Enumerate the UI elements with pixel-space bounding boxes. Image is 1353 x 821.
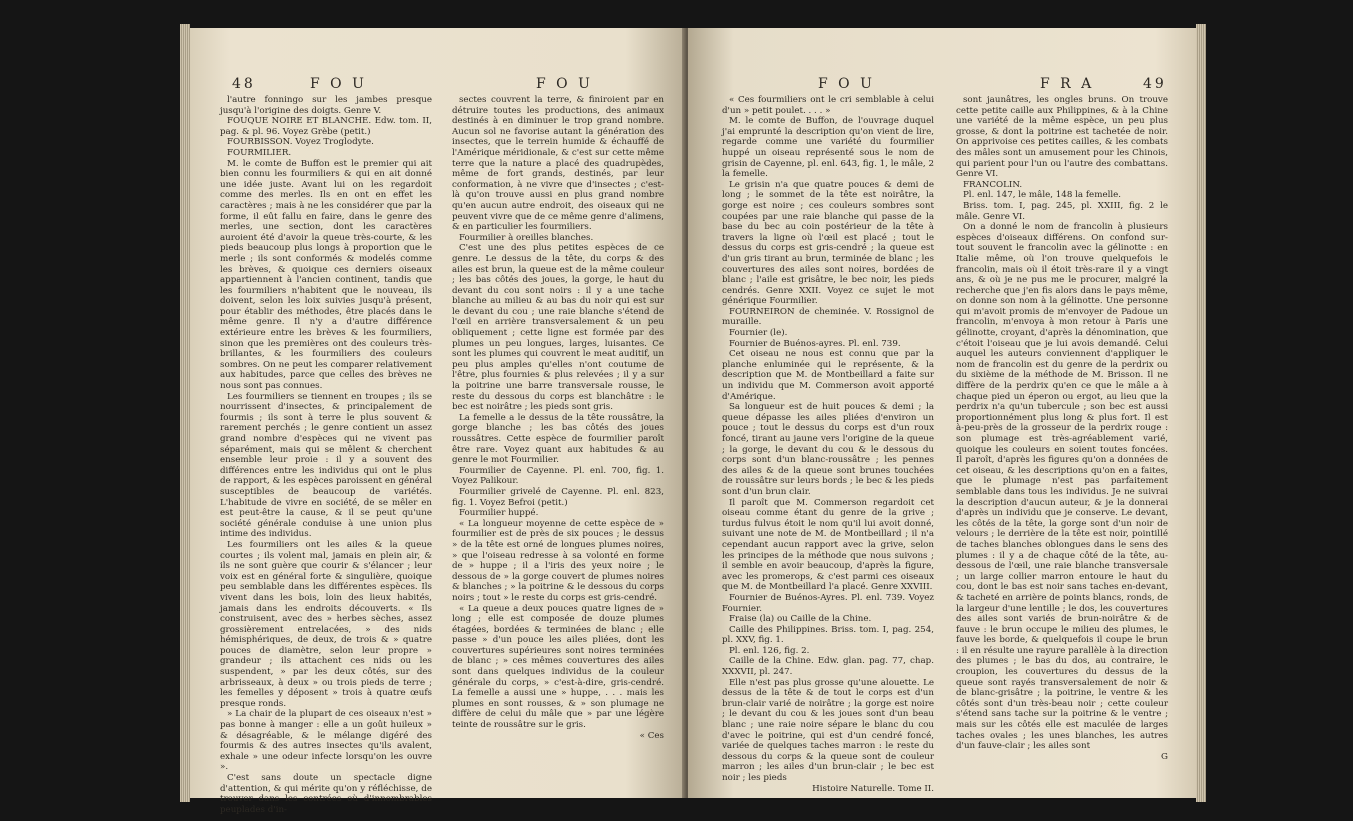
paragraph: Sa longueur est de huit pouces & demi ; la queue dépasse les ailes pliées d'environ un pouce ; tout le dessus du corps est d'un roux foncé, tirant au jaune vers l'origine de la queue ; la gorge, le devant du cou & le dessous du corps sont d'un blanc-roussâtre ; les pennes des ailes & de la queue sont brunes touchées de roussâtre sur leurs bords ; le bec & les pieds sont d'un brun clair.	[722, 402, 934, 497]
page-number: 49	[1143, 76, 1167, 92]
paragraph: FOURBISSON. Voyez Troglodyte.	[226, 137, 374, 148]
paragraph: Briss. tom. I, pag. 245, pl. XXIII, fig. 2 le mâle. Genre VI.	[956, 200, 1168, 222]
paragraph: FOUQUE NOIRE ET BLANCHE. Edw. tom. II, pag. & pl. 96. Voyez Grèbe (petit.)	[220, 116, 432, 137]
catchword: « Ces	[639, 730, 664, 741]
paragraph: Il paroît que M. Commerson regardoit cet oiseau comme étant du genre de la grive ; turdus fulvus étoit le nom qu'il lui avoit donné, suivant une note de M. de Montbeillard ; il n'a cependant aucun rapport avec la grive, selon les principes de la méthode que nous suivons ; il semble en avoir beaucoup, d'après la figure, avec les promerops, & c'est parmi ces oiseaux que M. de Montbeillard l'a placé. Genre XXVIII.	[722, 497, 934, 593]
paragraph: Les fourmiliers ont les ailes & la queue courtes ; ils volent mal, jamais en plein air, & ils ne sont guère que courir & s'élancer ; leur voix est en général forte & singulière, quoique peu semblable dans les différentes espèces. Ils vivent dans les bois, loin des lieux habités, jamais dans les endroits découverts. « Ils construisent, avec des » herbes sèches, assez grossièrement entrelacées, » des nids hémisphériques, de deux, de trois & » quatre pouces de diamètre, selon leur propre » grandeur ; ils attachent ces nids ou les suspendent, » par les deux côtés, sur des arbrisseaux, à deux » ou trois pieds de terre ; les femelles y déposent » trois à quatre œufs presque ronds.	[220, 539, 432, 709]
text-column-left	[722, 95, 934, 794]
paragraph: « La longueur moyenne de cette espèce de » fourmilier est de près de six pouces ; le dessus » de la tête est orné de longues plumes noires, » que l'oiseau redresse à sa volonté en forme de » huppe ; il a l'iris des yeux noire ; le dessous de » la gorge couvert de plumes noires & blanches ; » la poitrine & le dessous du corps noirs ; tout » le reste du corps est gris-cendré.	[452, 518, 664, 603]
text-column-left	[220, 95, 432, 815]
running-head: F O U	[536, 76, 593, 92]
paragraph: « Ces fourmiliers ont le cri semblable à celui d'un » petit poulet. . . . »	[722, 95, 934, 116]
paragraph: C'est une des plus petites espèces de ce genre. Le dessus de la tête, du corps & des ailes est brun, la queue est de la même couleur ; les bas côtés des joues, la gorge, le haut du devant du cou sont noirs : il y a une tache blanche au milieu & au bas du noir qui est sur le devant du cou ; une raie blanche s'étend de l'œil en arrière transversalement & un peu obliquement ; cette ligne est formée par des plumes un peu longues, larges, luisantes. Ce sont les plumes qui couvrent le meat auditif, un peu plus amples qu'elles n'ont coutume de l'être, plus fournies & plus relevées ; il y a sur la poitrine une barre transversale rousse, le reste du dessous du corps est blanchâtre : le bec est noirâtre ; les pieds sont gris.	[452, 243, 664, 413]
running-head: F O U	[310, 76, 367, 92]
running-head: F O U	[818, 76, 875, 92]
paragraph: « La queue a deux pouces quatre lignes de » long ; elle est composée de douze plumes étagées, bordées & terminées de blanc ; elle passe » d'un pouce les ailes pliées, dont les couvertures supérieures sont noires terminées de blanc ; » ces mêmes couvertures des ailes sont dans quelques individus de la couleur générale du corps, » c'est-à-dire, gris-cendré. La femelle a aussi une » huppe, . . . mais les plumes en sont rousses, & » son plumage ne diffère de celui du mâle que » par une légère teinte de roussâtre sur le gris.	[452, 603, 664, 731]
paragraph: l'autre fonningo sur les jambes presque jusqu'à l'origine des doigts. Genre V.	[220, 95, 432, 116]
page-number: 48	[232, 76, 256, 92]
running-head: F R A	[1040, 76, 1095, 92]
paragraph: C'est sans doute un spectacle digne d'attention, & qui mérite qu'on y réfléchisse, de trouver dans les contrées où d'innombrables peuplades d'in-	[220, 773, 432, 815]
page-edges-left	[180, 24, 190, 802]
paragraph: sectes couvrent la terre, & finiroient par en détruire toutes les productions, des animaux destinés à en diminuer le trop grand nombre. Aucun sol ne favorise autant la génération des insectes, que le terrein humide & échauffé de l'Amérique méridionale, & c'est sur cette même terre que la nature a placé des quadrupèdes, même de fort grands, destinés, par leur conformation, à ne vivre que d'insectes ; c'est-là qu'on trouve aussi en plus grand nombre qu'en aucun autre endroit, des oiseaux qui ne peuvent vivre que de ce même genre d'alimens, & en particulier les fourmiliers.	[452, 95, 664, 233]
text-column-right	[452, 95, 664, 741]
paragraph: Fourmilier à oreilles blanches.	[458, 232, 594, 243]
paragraph: Caille des Philippines. Briss. tom. I, pag. 254, pl. XXV, fig. 1.	[722, 624, 934, 646]
page-edges-right	[1196, 24, 1206, 802]
paragraph: Fourmilier grivelé de Cayenne. Pl. enl. 823, fig. 1. Voyez Befroi (petit.)	[452, 486, 664, 508]
paragraph: Caille de la Chine. Edw. glan. pag. 77, chap. XXXVII, pl. 247.	[722, 656, 934, 678]
paragraph: Fraise (la) ou Caille de la Chine.	[728, 614, 872, 625]
text-column-right	[956, 95, 1168, 762]
paragraph: On a donné le nom de francolin à plusieurs espèces d'oiseaux différens. On confond sur-tout souvent le francolin avec la gélinotte : en Italie même, où l'on trouve quelquefois le francolin, mais où il étoit très-rare il y a vingt ans, & où je ne pus me le procurer, malgré la recherche que j'en fis alors dans le pays même, on donne son nom à la gélinotte. Une personne qui m'avoit promis de m'envoyer de Padoue un francolin, m'envoya à mon retour à Paris une gélinotte, croyant, d'après la dénomination, que c'étoit l'oiseau que je lui avois demandé. Celui auquel les auteurs conviennent d'appliquer le nom de francolin est du genre de la perdrix ou du sixième de la méthode de M. Brisson. Il ne diffère de la perdrix qu'en ce que le mâle a à chaque pied un éperon ou ergot, au lieu que la perdrix n'a qu'un tubercule ; son bec est aussi proportionnément plus long & plus fort. Il est à-peu-près de la grosseur de la perdrix rouge : son plumage est très-agréablement varié, quoique les couleurs en soient toutes foncées. Il paroît, d'après les figures qu'on a données de cet oiseau, & les descriptions qu'on en a faites, que le plumage n'est pas parfaitement semblable dans tous les individus. Je ne suivrai la description d'aucun auteur, & je la donnerai d'après un individu que je conserve. Le devant, les côtés de la tête, la gorge sont d'un noir de velours ; le derrière de la tête est noir, pointillé de taches blanches oblongues dans le sens des plumes : il y a de chaque côté de la tête, au-dessous de l'œil, une raie blanche transversale ; un large collier marron entoure le haut du cou, dont le bas est noir sans taches en-devant, & tacheté en arrière de points blancs, ronds, de la largeur d'une lentille ; le dos, les couvertures des ailes sont variés de brun-noirâtre & de fauve : le brun occupe le milieu des plumes, le fauve les borde, & quelquefois il coupe le brun : il en résulte une rayure parallèle à la direction des plumes ; le bas du dos, au contraire, le croupion, les couvertures du dessus de la queue sont rayés transversalement de noir & de blanc-grisâtre ; la poitrine, le ventre & les côtés sont d'un très-beau noir ; cette couleur s'étend sans tache sur la poitrine & le ventre ; mais sur les côtés elle est maculée de larges taches ovales ; les unes blanches, les autres d'un fauve-clair ; les ailes sont	[956, 222, 1168, 752]
paragraph: FOURMILIER.	[226, 147, 292, 158]
paragraph: M. le comte de Buffon, de l'ouvrage duquel j'ai emprunté la description qu'on vient de lire, regarde comme une variété du fourmilier huppé un oiseau représenté sous le nom de grisin de Cayenne, pl. enl. 643, fig. 1, le mâle, 2 la femelle.	[722, 116, 934, 180]
paragraph: Fournier (le).	[728, 328, 788, 339]
paragraph: Pl. enl. 147, le mâle, 148 la femelle.	[962, 190, 1122, 201]
left-page	[190, 28, 685, 815]
paragraph: Fourmilier de Cayenne. Pl. enl. 700, fig. 1. Voyez Palikour.	[452, 465, 664, 487]
paragraph: Fournier de Buénos-ayres. Pl. enl. 739.	[728, 338, 901, 349]
footer-title: Histoire Naturelle. Tome II.	[812, 783, 934, 794]
paragraph: sont jaunâtres, les ongles bruns. On trouve cette petite caille aux Philippines, & à la Chine une variété de la même espèce, un peu plus grosse, & dont la poitrine est tachetée de noir. On apprivoise ces petites cailles, & les combats des mâles sont un amusement pour les Chinois, qui parient pour l'un ou l'autre des combattans. Genre VI.	[956, 95, 1168, 180]
right-page	[688, 28, 1196, 798]
paragraph: FOURNEIRON de cheminée. V. Rossignol de muraille.	[722, 306, 934, 328]
paragraph: Cet oiseau ne nous est connu que par la planche enluminée qui le représente, & la description que M. de Montbeillard a faite sur un individu que M. Commerson avoit apporté d'Amérique.	[722, 349, 934, 402]
paragraph: Pl. enl. 126, fig. 2.	[728, 645, 810, 656]
paragraph: La femelle a le dessus de la tête roussâtre, la gorge blanche ; les bas côtés des joues roussâtres. Cette espèce de fourmilier paroît être rare. Voyez quant aux habitudes & au genre le mot Fourmilier.	[452, 412, 664, 466]
paragraph: » La chair de la plupart de ces oiseaux n'est » pas bonne à manger : elle a un goût huileux » & désagréable, & le mélange digéré des fourmis & des autres insectes qu'ils avalent, exhale » une odeur infecte lorsqu'on les ouvre ».	[220, 709, 432, 773]
paragraph: FRANCOLIN.	[962, 179, 1023, 190]
paragraph: Le grisin n'a que quatre pouces & demi de long ; le sommet de la tête est noirâtre, la gorge est noire ; ces couleurs sombres sont coupées par une raie blanche qui passe de la base du bec au coin postérieur de la tête à travers la ligne où l'œil est placé ; tout le dessus du corps est gris-cendré ; la queue est d'un gris tirant au brun, terminée de blanc ; les couvertures des ailes sont noires, bordées de blanc ; l'aile est grisâtre, le bec noir, les pieds cendrés. Genre XXII. Voyez ce sujet le mot générique Fourmilier.	[722, 179, 934, 307]
paragraph: Les fourmiliers se tiennent en troupes ; ils se nourrissent d'insectes, & principalement de fourmis ; ils sont à terre le plus souvent & rarement perchés ; le genre contient un assez grand nombre d'espèces qui ne vivent pas séparément, mais qui se mêlent & cherchent ensemble leur proie : il y a souvent des différences entre les individus qui ont le plus de rapport, & les espèces paroissent en général susceptibles de beaucoup de variétés. L'habitude de vivre en société, de se mêler en est peut-être la cause, & il se peut qu'une société générale conduise à une union plus intime des individus.	[220, 391, 432, 540]
paragraph: Fourmilier huppé.	[458, 508, 539, 519]
paragraph: Fournier de Buénos-Ayres. Pl. enl. 739. Voyez Fournier.	[722, 592, 934, 614]
paragraph: M. le comte de Buffon est le premier qui ait bien connu les fourmiliers & qui en ait donné une idée juste. Avant lui on les regardoit comme des merles. Ils en ont en effet les caractères ; mais à ne les considérer que par la forme, il eût fallu en faire, dans le genre des merles, une section, dont les caractères auroient été d'avoir la queue très-courte, & les pieds beaucoup plus longs à proportion que le merle ; ils sont conformés & modelés comme les brèves, & quoique ces derniers oiseaux appartiennent à l'ancien continent, tandis que les fourmiliers n'habitent que le nouveau, ils doivent, selon les loix suivies jusqu'à présent, pour établir des méthodes, être placés dans le même genre. Il n'y a d'autre différence extérieure entre les brèves & les fourmiliers, sinon que les premières ont des couleurs très-brillantes, & les fourmiliers des couleurs sombres. On ne peut les comparer relativement aux habitudes, parce que celles des brèves ne nous sont pas connues.	[220, 158, 432, 392]
signature-mark: G	[1161, 751, 1168, 762]
paragraph: Elle n'est pas plus grosse qu'une alouette. Le dessus de la tête & de tout le corps est d'un brun-clair varié de noirâtre ; la gorge est noire ; le devant du cou & les joues sont d'un beau blanc ; une raie noire sépare le blanc du cou d'avec le poitrine, qui est d'un cendré foncé, variée de quelques taches marron : le reste du dessous du corps & la queue sont de couleur marron ; les ailes d'un brun-clair ; le bec est noir ; les pieds	[722, 677, 934, 783]
